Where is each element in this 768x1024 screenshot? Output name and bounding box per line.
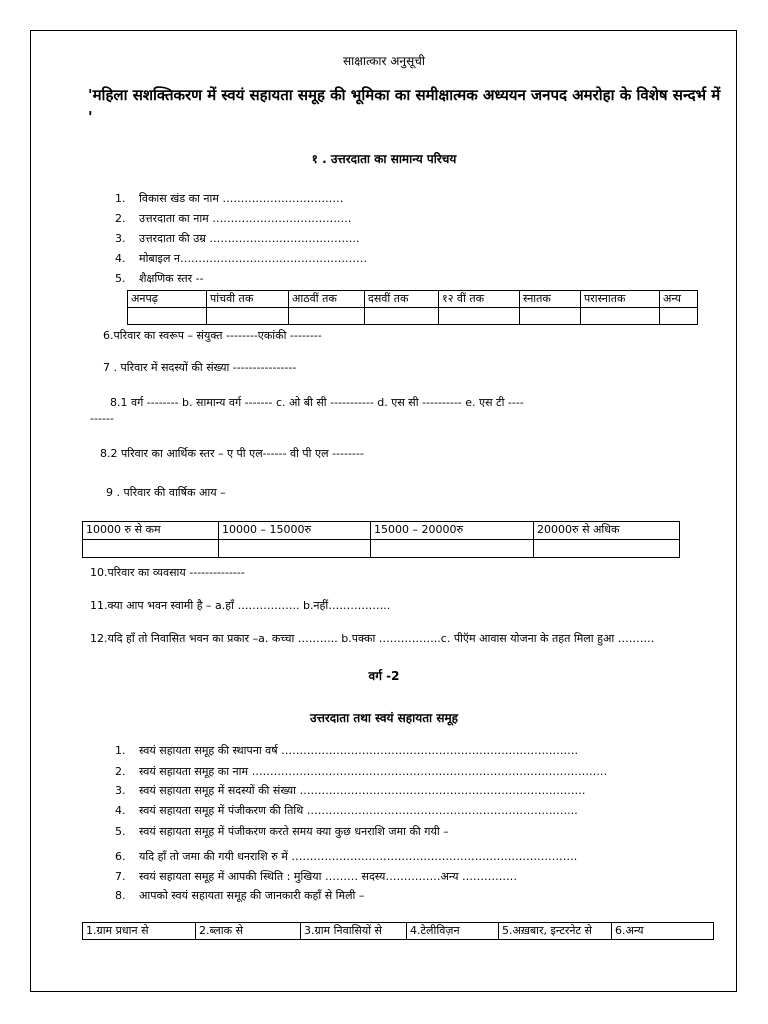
schedule-title: साक्षात्कार अनुसूची [343, 54, 425, 68]
list-item: 1. स्वयं सहायता समूह की स्थापना वर्ष ……………………………………………………………………… [115, 744, 579, 757]
table-cell: 6.अन्य [612, 923, 714, 940]
section2-label: वर्ग -2 [368, 669, 400, 683]
table-cell[interactable] [289, 308, 365, 325]
table-cell: पांचवी तक [207, 291, 289, 308]
table-cell[interactable] [83, 540, 219, 558]
page-border [30, 30, 737, 992]
table-cell: 5.अख़बार, इन्टरनेट से [499, 923, 612, 940]
question-7: 7 . परिवार में सदस्यों की संख्या ---------------- [103, 361, 297, 374]
table-cell: परास्नातक [581, 291, 660, 308]
list-item: 3. स्वयं सहायता समूह में सदस्यों की संख्या …………………………………………………………………… [115, 784, 586, 797]
list-item: 4. मोबाइल न…………………………………………… [115, 252, 368, 265]
table-cell[interactable] [219, 540, 371, 558]
list-item: 7. स्वयं सहायता समूह में आपकी स्थिति : मुखिया ……… सदस्य……………अन्य …………… [115, 870, 517, 883]
section2-heading: उत्तरदाता तथा स्वयं सहायता समूह [310, 711, 458, 725]
table-cell[interactable] [581, 308, 660, 325]
table-cell: 20000रु से अधिक [534, 522, 680, 540]
table-row [128, 308, 698, 325]
table-cell: 4.टेलीविज़न [407, 923, 499, 940]
table-cell[interactable] [520, 308, 581, 325]
table-row [128, 291, 698, 308]
table-cell[interactable] [207, 308, 289, 325]
list-item: 4. स्वयं सहायता समूह में पंजीकरण की तिथि ……………………………………………………………….. [115, 804, 578, 817]
table-cell: 10000 – 15000रु [219, 522, 371, 540]
table-cell: 15000 – 20000रु [371, 522, 534, 540]
question-8-2: 8.2 परिवार का आर्थिक स्तर – ए पी एल------ वी पी एल -------- [100, 447, 364, 460]
table-cell: अन्य [660, 291, 698, 308]
question-12: 12.यदि हाँ तो निवासित भवन का प्रकार –a. कच्चा ……….. b.पक्का ……………..c. पीऍम आवास योजना के तहत मिला हुआ ………. [90, 632, 655, 645]
list-item: 2. स्वयं सहायता समूह का नाम ……………………………………………………………………………………. [115, 765, 608, 778]
table-cell[interactable] [439, 308, 520, 325]
list-item: 6. यदि हाँ तो जमा की गयी धनराशि रु में …………………………………………………………………… [115, 850, 578, 863]
table-cell: अनपढ़ [128, 291, 207, 308]
education-table [127, 290, 698, 325]
table-cell: 1.ग्राम प्रधान से [83, 923, 196, 940]
study-title: 'महिला सशक्तिकरण में स्वयं सहायता समूह की भूमिका का समीक्षात्मक अध्ययन जनपद अमरोहा के विशेष सन्दर्भ में ' [88, 86, 721, 126]
list-item: 5. स्वयं सहायता समूह में पंजीकरण करते समय क्या कुछ धनराशि जमा की गयी – [115, 825, 449, 838]
table-cell: आठवीं तक [289, 291, 365, 308]
table-cell: 2.ब्लाक से [196, 923, 301, 940]
question-11: 11.क्या आप भवन स्वामी है – a.हाँ …………….. b.नहीं…………….. [90, 599, 391, 612]
list-item: 3. उत्तरदाता की उम्र ………………………………….. [115, 232, 360, 245]
question-8-1-continued: ------ [90, 412, 114, 425]
table-cell: १२ वीं तक [439, 291, 520, 308]
table-cell: 3.ग्राम निवासियों से [301, 923, 407, 940]
question-10: 10.परिवार का व्यवसाय -------------- [90, 566, 245, 579]
income-table [82, 521, 680, 558]
table-cell: दसवीं तक [365, 291, 439, 308]
table-cell[interactable] [534, 540, 680, 558]
list-item: 2. उत्तरदाता का नाम ……………………………….. [115, 212, 352, 225]
question-9: 9 . परिवार की वार्षिक आय – [106, 486, 226, 499]
list-item: 5. शैक्षणिक स्तर -- [115, 272, 204, 285]
question-8-1: 8.1 वर्ग -------- b. सामान्य वर्ग ------- c. ओ बी सी ----------- d. एस सी ---------- e. एस टी ---- [110, 396, 524, 409]
question-6: 6.परिवार का स्वरूप – संयुक्त --------एकांकी -------- [103, 329, 322, 342]
table-cell[interactable] [365, 308, 439, 325]
table-cell: 10000 रु से कम [83, 522, 219, 540]
table-cell[interactable] [128, 308, 207, 325]
table-row [83, 522, 680, 540]
table-cell[interactable] [371, 540, 534, 558]
list-item: 8. आपको स्वयं सहायता समूह की जानकारी कहाँ से मिली – [115, 889, 365, 902]
list-item: 1. विकास खंड का नाम …………………………… [115, 192, 344, 205]
section1-heading: १ . उत्तरदाता का सामान्य परिचय [311, 152, 457, 166]
table-cell[interactable] [660, 308, 698, 325]
table-row [83, 923, 714, 940]
table-row [83, 540, 680, 558]
info-source-table [82, 922, 714, 940]
table-cell: स्नातक [520, 291, 581, 308]
